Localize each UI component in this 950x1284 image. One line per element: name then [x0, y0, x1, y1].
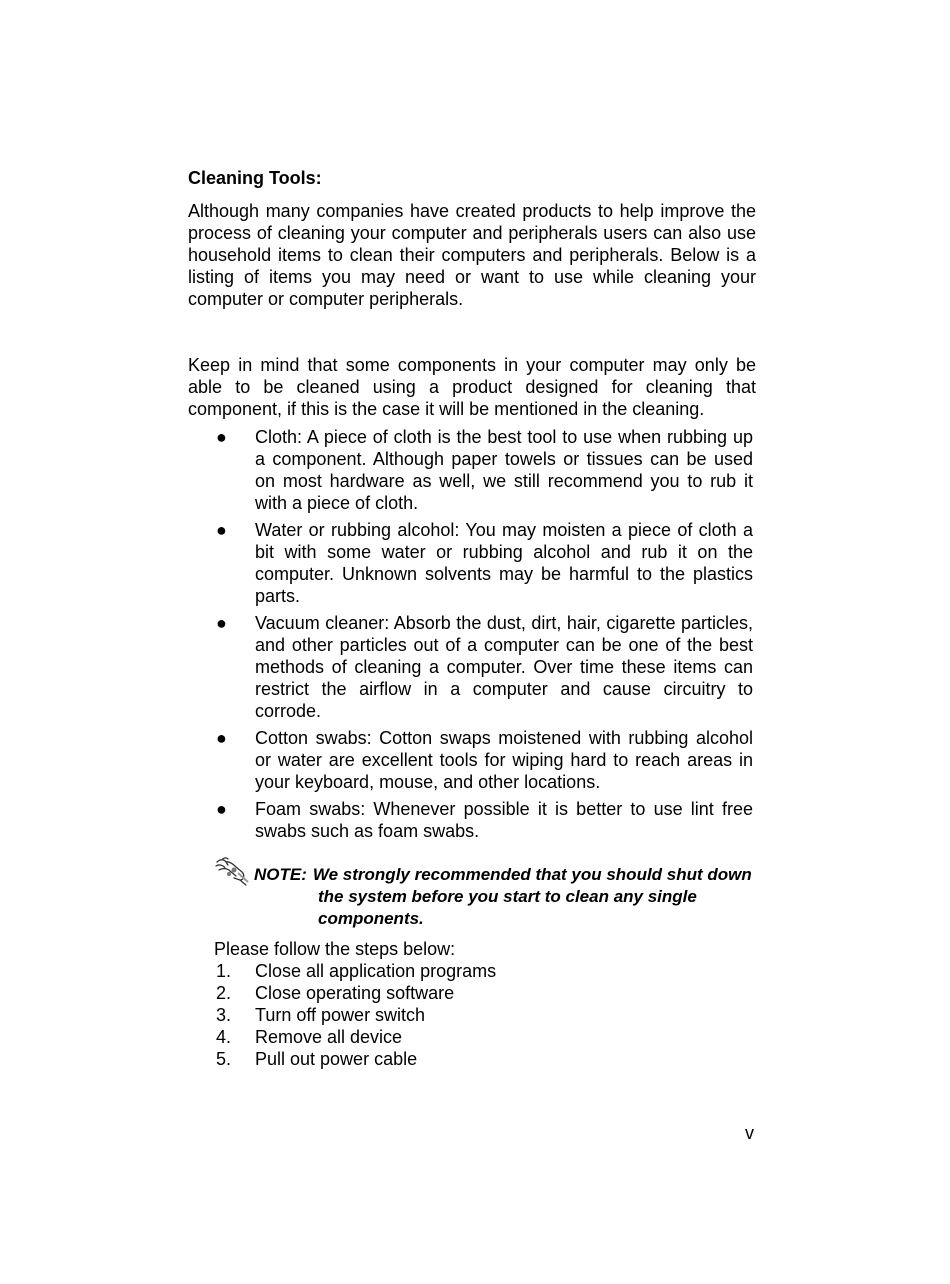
list-item — [188, 1026, 756, 1048]
note-line-1: We strongly recommended that you should shut down — [312, 865, 752, 884]
list-item — [188, 727, 753, 793]
list-item — [188, 960, 756, 982]
list-item-text: Vacuum cleaner: Absorb the dust, dirt, hair, cigarette particles, and other particles out of a computer can be one of the best methods of cleaning a computer. Over time these items can restrict the airflow in a computer and cause circuitry to corrode. — [255, 613, 753, 721]
document-page — [188, 166, 756, 1070]
note-label: NOTE: — [254, 865, 307, 884]
cleaning-tools-list — [188, 426, 756, 842]
paragraph-spacer — [188, 310, 756, 354]
list-item — [188, 426, 753, 514]
list-item — [188, 1048, 756, 1070]
step-number: 3. — [216, 1005, 232, 1025]
bullet-marker: ● — [216, 728, 227, 748]
step-text: Remove all device — [255, 1027, 403, 1047]
bullet-marker: ● — [216, 799, 227, 819]
list-item-text: Cloth: A piece of cloth is the best tool to use when rubbing up a component. Although paper towels or tissues can be used on most hardware as well, we still recommend you to rub it with a piece of cloth. — [255, 427, 753, 513]
list-item — [188, 798, 753, 842]
note-box — [214, 864, 754, 930]
step-number: 1. — [216, 961, 232, 981]
steps-intro: Please follow the steps below: — [214, 939, 456, 959]
shutdown-steps-list — [188, 960, 756, 1070]
step-number: 5. — [216, 1049, 232, 1069]
step-text: Close operating software — [255, 983, 455, 1003]
hand-pointer-icon — [214, 856, 250, 886]
list-item — [188, 1004, 756, 1026]
keep-in-mind-paragraph: Keep in mind that some components in your computer may only be able to be cleaned using a product designed for cleaning that component, if this is the case it will be mentioned in the cleaning. — [188, 355, 756, 419]
step-text: Close all application programs — [255, 961, 497, 981]
page-number: v — [745, 1123, 754, 1143]
step-number: 4. — [216, 1027, 232, 1047]
bullet-marker: ● — [216, 520, 227, 540]
list-item — [188, 519, 753, 607]
bullet-marker: ● — [216, 427, 227, 447]
note-line-2: the system before you start to clean any single — [318, 887, 697, 906]
step-text: Turn off power switch — [255, 1005, 426, 1025]
note-line-3: components. — [318, 909, 424, 928]
step-text: Pull out power cable — [255, 1049, 418, 1069]
list-item — [188, 982, 756, 1004]
bullet-marker: ● — [216, 613, 227, 633]
section-heading: Cleaning Tools: — [188, 168, 322, 188]
list-item-text: Foam swabs: Whenever possible it is better to use lint free swabs such as foam swabs. — [255, 799, 753, 841]
intro-paragraph: Although many companies have created products to help improve the process of cleaning your computer and peripherals users can also use household items to clean their computers and peripherals. Below is a listing of items you may need or want to use while cleaning your computer or computer peripherals. — [188, 201, 756, 309]
list-item-text: Water or rubbing alcohol: You may moisten a piece of cloth a bit with some water or rubbing alcohol and rub it on the computer. Unknown solvents may be harmful to the plastics parts. — [255, 520, 753, 606]
step-number: 2. — [216, 983, 232, 1003]
list-item — [188, 612, 753, 722]
list-item-text: Cotton swabs: Cotton swaps moistened with rubbing alcohol or water are excellent tools for wiping hard to reach areas in your keyboard, mouse, and other locations. — [255, 728, 753, 792]
